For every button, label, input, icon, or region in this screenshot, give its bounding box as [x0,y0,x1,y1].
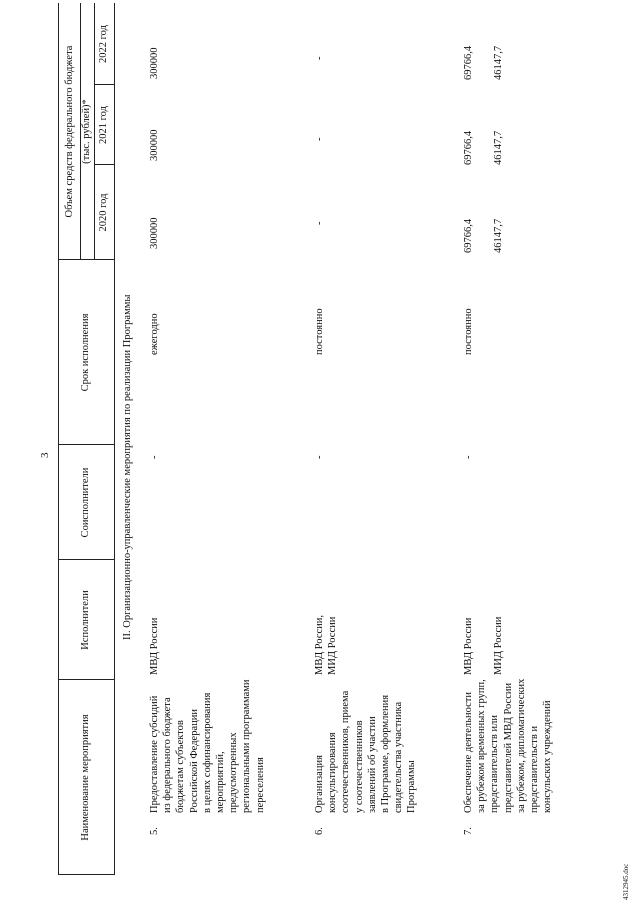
row-6-year-2022: - [314,56,325,60]
row-7-year-2022-2: 46147,7 [493,45,504,80]
row-5-year-2022: 300000 [149,47,160,79]
row-6-executors: МВД России, МИД России [314,614,339,675]
page-number: 3 [39,452,51,458]
row-5-coexecutors: - [149,455,160,459]
footer-document-code: 4312945.doc [622,863,630,900]
header-coexecutors: Соисполнители [80,467,91,538]
row-7-coexecutors: - [463,455,474,459]
row-5-name: Предоставление субсидий из федерального бюджета бюджетам субъектов Российской Федерации в целях софинансирования мероприятий, предусмотренных региональными программами переселения [149,679,266,813]
row-5-deadline: ежегодно [149,313,160,355]
row-6-deadline: постоянно [314,308,325,355]
header-year-2022: 2022 год [98,25,109,63]
budget-unit-divider [94,3,95,260]
row-7-number: 7. [463,827,474,835]
row-5-year-2021: 300000 [149,129,160,161]
row-5-executors: МВД России [149,617,160,675]
row-7-year-2021-2: 46147,7 [493,130,504,165]
row-5-number: 5. [149,827,160,835]
row-6-name: Организация консультирования соотечественников, приема у соотечественников заявлений об участии в Программе, оформления свидетельства участника Программы [314,690,418,813]
row-6-number: 6. [314,827,325,835]
row-5-year-2020: 300000 [149,217,160,249]
row-6-year-2020: - [314,221,325,225]
row-6-coexecutors: - [314,455,325,459]
header-deadline: Срок исполнения [80,313,91,392]
row-7-year-2020-1: 69766,4 [463,218,474,253]
table-top-border [58,3,59,875]
row-7-year-2020-2: 46147,7 [493,218,504,253]
row-7-executors-2: МИД России [493,616,504,675]
header-name: Наименование мероприятия [80,714,91,841]
row-7-year-2021-1: 69766,4 [463,130,474,165]
header-bottom-border [114,3,115,875]
row-7-deadline: постоянно [463,308,474,355]
section-title: II. Организационно-управленческие мероприятия по реализации Программы [122,294,133,640]
header-executors: Исполнители [80,590,91,650]
row-6-year-2021: - [314,137,325,141]
header-year-2021: 2021 год [98,106,109,144]
header-budget-unit: (тыс. рублей)* [81,99,92,164]
row-7-name: Обеспечение деятельности за рубежом временных групп, представительств или представителей МВД России за рубежом, дипломатических представительств и консульских учреждений [463,678,554,813]
header-budget: Объем средств федерального бюджета [64,45,75,218]
header-year-2020: 2020 год [98,193,109,232]
row-7-year-2022-1: 69766,4 [463,45,474,80]
row-7-executors-1: МВД России [463,617,474,675]
